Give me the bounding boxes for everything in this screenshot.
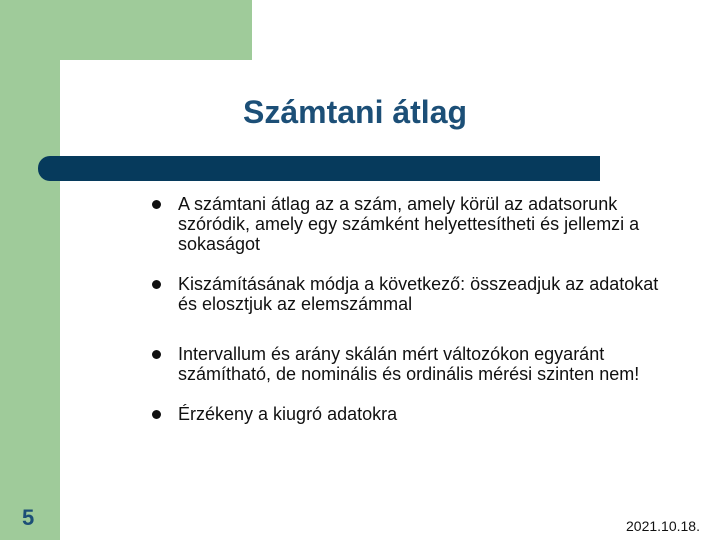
decorative-green-top [60,0,252,60]
bullet-dot-icon [152,410,161,419]
decorative-green-band [0,0,60,540]
bullet-text: Kiszámításának módja a következő: összeadjuk az adatokat és elosztjuk az elemszámmal [178,274,659,314]
bullet-dot-icon [152,350,161,359]
slide-title: Számtani átlag [242,94,468,130]
page-number: 5 [22,505,35,530]
bullet-text: A számtani átlag az a szám, amely körül az adatsorunk szóródik, amely egy számként helyettesítheti és jellemzi a sokaságot [178,194,640,254]
bullet-list [150,194,670,424]
bullet-item [150,274,670,314]
bullet-text: Intervallum és arány skálán mért változókon egyaránt számítható, de nominális és ordinális mérési szinten nem! [178,344,640,384]
slide-date: 2021.10.18. [626,518,700,534]
bullet-dot-icon [152,280,161,289]
bullet-item [150,194,670,254]
bullet-item [150,344,670,384]
decorative-rounded-corner [60,60,104,104]
title-underline-bar [38,156,600,181]
bullet-item [150,404,670,424]
bullet-dot-icon [152,200,161,209]
bullet-text: Érzékeny a kiugró adatokra [178,404,398,424]
